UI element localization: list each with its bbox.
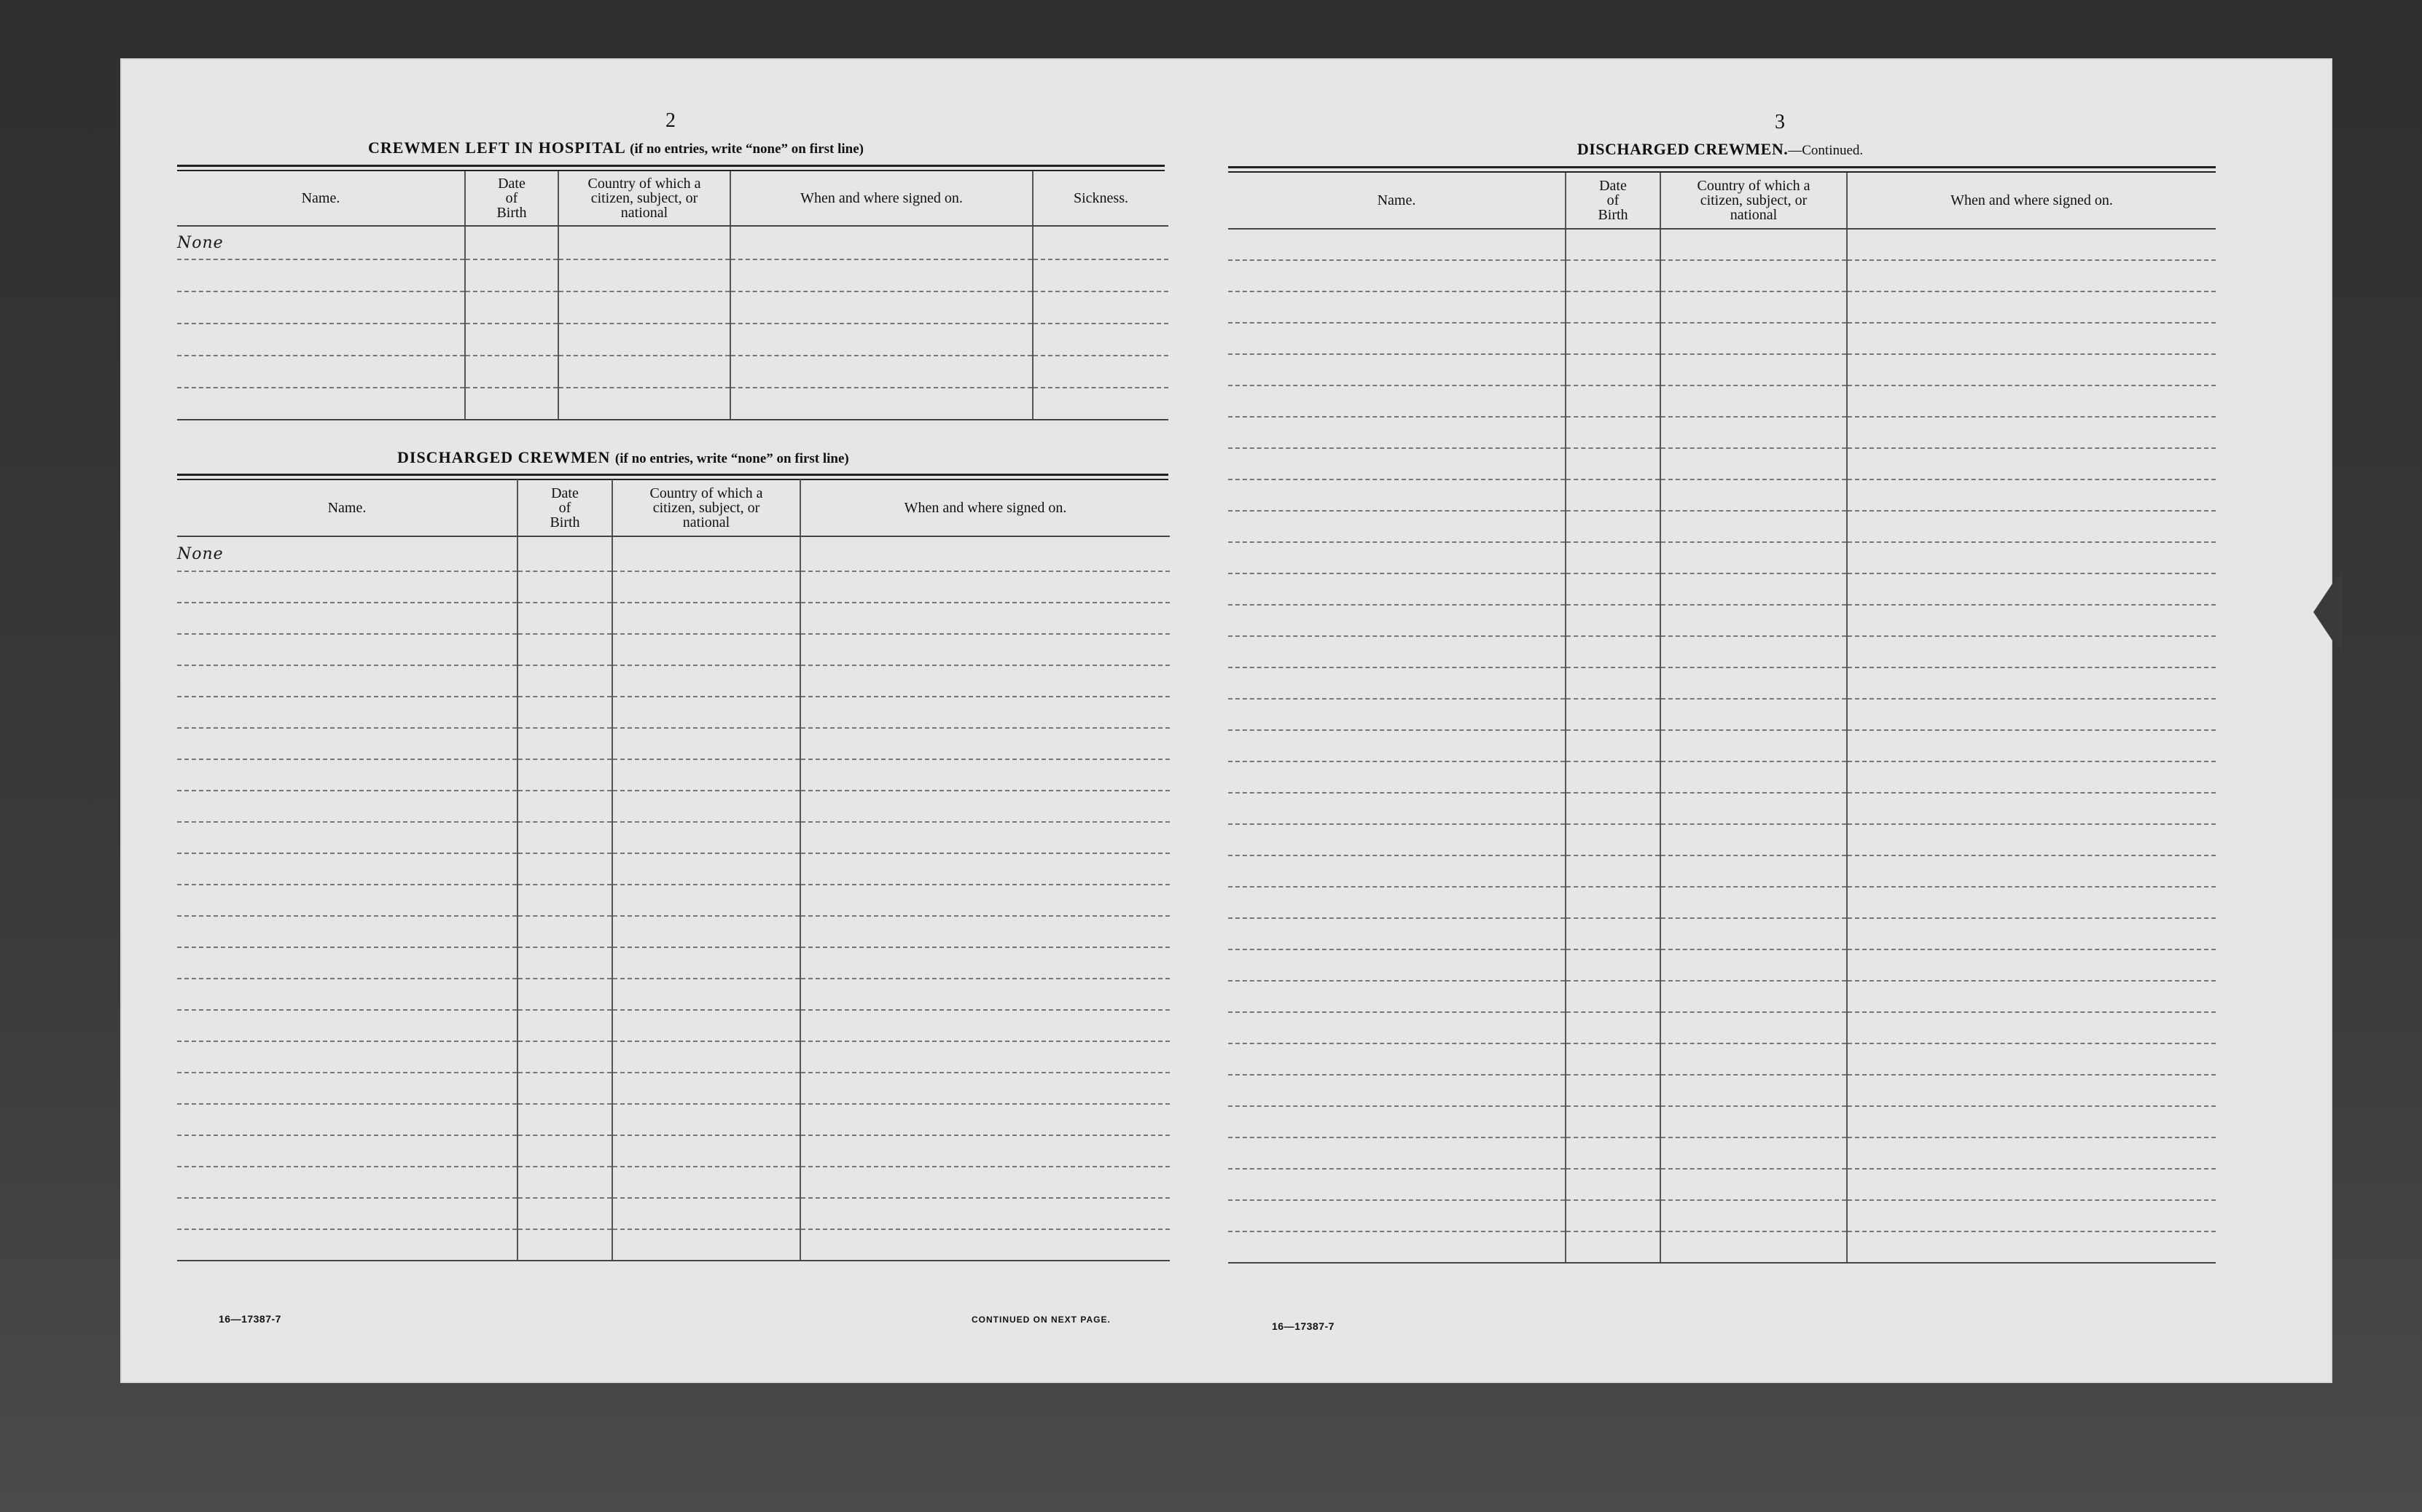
col-date-of-birth xyxy=(1566,173,1660,229)
table-row xyxy=(1228,1200,2216,1231)
table-row xyxy=(177,1073,1170,1104)
table-row xyxy=(1228,1043,2216,1075)
discharged-title-note: (if no entries, write “none” on first line) xyxy=(614,451,849,466)
table-row xyxy=(177,388,1168,420)
col-country-line3: national xyxy=(682,514,730,530)
table-row xyxy=(177,1104,1170,1135)
table-row xyxy=(1228,667,2216,699)
col-country-line2: citizen, subject, or xyxy=(652,499,760,516)
table-row xyxy=(1228,323,2216,354)
col-dob-line2: of xyxy=(558,499,571,516)
table-row xyxy=(1228,699,2216,730)
table-row xyxy=(177,979,1170,1010)
table-row xyxy=(1228,417,2216,448)
col-country-line1: Country of which a xyxy=(649,485,763,501)
table-row xyxy=(1228,448,2216,479)
table-row xyxy=(177,1198,1170,1229)
table-row xyxy=(177,356,1168,388)
col-dob-line1: Date xyxy=(551,485,579,501)
discharged-section-title xyxy=(397,448,849,467)
col-name: Name. xyxy=(177,479,517,536)
table-row xyxy=(1228,949,2216,981)
table-row xyxy=(177,822,1170,853)
table-row xyxy=(1228,824,2216,855)
table-row xyxy=(1228,385,2216,417)
table-row xyxy=(177,697,1170,728)
col-dob-line2: of xyxy=(1606,192,1620,208)
table-row xyxy=(177,853,1170,885)
table-row xyxy=(177,291,1168,324)
col-date-of-birth xyxy=(465,171,558,226)
table-row xyxy=(1228,511,2216,542)
table-row xyxy=(177,634,1170,665)
col-date-of-birth xyxy=(517,479,612,536)
table-row xyxy=(1228,918,2216,949)
table-row xyxy=(1228,1106,2216,1137)
col-signed-on: When and where signed on. xyxy=(800,479,1170,536)
right-page xyxy=(1228,58,2332,1383)
hospital-table xyxy=(177,171,1168,420)
col-country xyxy=(558,171,730,226)
right-title-suffix: —Continued. xyxy=(1788,143,1864,158)
table-row xyxy=(1228,793,2216,824)
col-dob-line2: of xyxy=(505,190,518,206)
table-row xyxy=(177,759,1170,791)
table-row xyxy=(1228,1075,2216,1106)
form-number: 16—17387-7 xyxy=(1272,1320,1335,1332)
col-country-line2: citizen, subject, or xyxy=(590,190,698,206)
continued-note: CONTINUED ON NEXT PAGE. xyxy=(972,1315,1111,1325)
left-page xyxy=(120,58,1184,1383)
col-dob-line1: Date xyxy=(498,176,526,192)
table-row xyxy=(1228,573,2216,605)
table-row xyxy=(177,603,1170,634)
hospital-header-rule xyxy=(177,165,1165,171)
table-row xyxy=(1228,354,2216,385)
table-row xyxy=(1228,1231,2216,1263)
table-row xyxy=(177,324,1168,356)
col-country xyxy=(1660,173,1847,229)
table-row xyxy=(1228,229,2216,260)
col-dob-line3: Birth xyxy=(1598,207,1628,223)
col-sickness: Sickness. xyxy=(1033,171,1168,226)
col-name: Name. xyxy=(1228,173,1566,229)
hospital-title-text: CREWMEN LEFT IN HOSPITAL xyxy=(368,138,625,157)
col-country-line3: national xyxy=(620,205,668,221)
table-row xyxy=(177,665,1170,697)
table-row xyxy=(177,1135,1170,1167)
paper-tear xyxy=(2313,568,2343,656)
table-row xyxy=(177,259,1168,291)
table-row xyxy=(177,947,1170,979)
table-row xyxy=(1228,761,2216,793)
right-section-title xyxy=(1228,140,2212,159)
table-row xyxy=(1228,1137,2216,1169)
table-row xyxy=(177,1229,1170,1261)
hospital-section-title xyxy=(368,138,864,157)
table-row xyxy=(1228,542,2216,573)
table-row xyxy=(1228,1012,2216,1043)
discharged-table xyxy=(177,479,1170,1261)
right-title-text: DISCHARGED CREWMEN. xyxy=(1577,140,1789,158)
col-country-line3: national xyxy=(1730,207,1778,223)
table-row xyxy=(1228,887,2216,918)
hospital-entry: None xyxy=(177,226,465,259)
col-dob-line3: Birth xyxy=(496,205,527,221)
table-row xyxy=(1228,291,2216,323)
col-dob-line1: Date xyxy=(1599,178,1627,194)
table-row xyxy=(1228,855,2216,887)
col-signed-on: When and where signed on. xyxy=(730,171,1033,226)
form-sheet xyxy=(120,58,2332,1383)
col-dob-line3: Birth xyxy=(550,514,580,530)
table-row xyxy=(1228,479,2216,511)
table-row xyxy=(1228,730,2216,761)
col-signed-on: When and where signed on. xyxy=(1847,173,2216,229)
col-country-line1: Country of which a xyxy=(1697,178,1810,194)
table-row xyxy=(1228,605,2216,636)
table-row xyxy=(177,916,1170,947)
form-number: 16—17387-7 xyxy=(219,1313,281,1325)
page-number: 3 xyxy=(1775,111,1785,133)
discharged-title-text: DISCHARGED CREWMEN xyxy=(397,448,611,466)
table-row xyxy=(1228,1169,2216,1200)
table-row xyxy=(1228,981,2216,1012)
hospital-title-note: (if no entries, write “none” on first line) xyxy=(630,141,864,157)
table-row xyxy=(177,791,1170,822)
table-row xyxy=(177,571,1170,603)
page-number: 2 xyxy=(665,109,676,132)
table-row xyxy=(177,728,1170,759)
col-country xyxy=(612,479,800,536)
table-row xyxy=(177,1010,1170,1041)
right-header-rule xyxy=(1228,166,2216,173)
col-country-line1: Country of which a xyxy=(587,176,701,192)
right-discharged-table xyxy=(1228,173,2216,1264)
table-row xyxy=(177,1167,1170,1198)
table-row xyxy=(177,1041,1170,1073)
table-row xyxy=(177,885,1170,916)
table-row xyxy=(1228,636,2216,667)
discharged-entry: None xyxy=(177,536,517,571)
col-country-line2: citizen, subject, or xyxy=(1700,192,1808,208)
col-name: Name. xyxy=(177,171,465,226)
table-row xyxy=(1228,260,2216,291)
